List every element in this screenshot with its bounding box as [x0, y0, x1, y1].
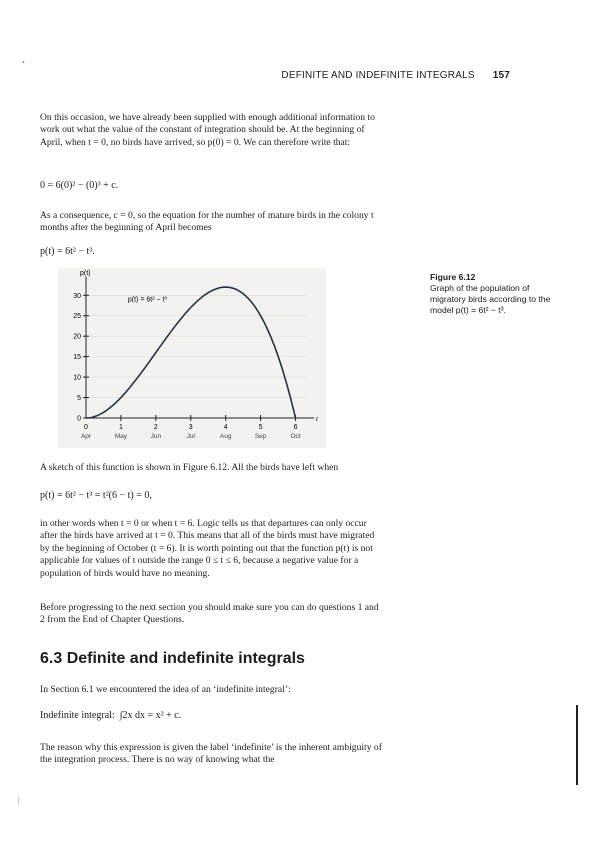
- equation-4-label: Indefinite integral:: [40, 710, 115, 721]
- y-tick-label: 0: [77, 415, 81, 423]
- paragraph-4: in other words when t = 0 or when t = 6. Logic tells us that departures can only occur after the birds have arrived at t = 0. This means that all of the birds must have migrated by the beginning of October (t = 6). It is worth pointing out that the function p(t) is not applicable for values of t outside the range 0 ≤ t ≤ 6, because a negative value for a population of birds would have no meaning.: [40, 518, 375, 579]
- y-tick-label: 25: [73, 313, 81, 321]
- paragraph-5: Before progressing to the next section you should make sure you can do questions 1 and 2 from the End of Chapter Questions.: [40, 602, 379, 626]
- x-tick-label: 2: [153, 424, 158, 431]
- y-tick-label: 15: [73, 354, 81, 362]
- month-label: Oct: [290, 433, 301, 440]
- x-tick-label: 6: [293, 424, 298, 431]
- header-title: DEFINITE AND INDEFINITE INTEGRALS: [281, 70, 475, 81]
- figure-caption: [430, 272, 555, 316]
- paragraph-3: A sketch of this function is shown in Figure 6.12. All the birds have left when: [40, 462, 339, 473]
- margin-mark: •: [22, 58, 25, 67]
- x-axis-label: t: [316, 415, 318, 423]
- equation-2: p(t) = 6t² − t³.: [40, 246, 95, 257]
- running-header: [281, 70, 510, 81]
- month-label: May: [114, 433, 128, 440]
- equation-4: [40, 710, 181, 721]
- x-tick-label: 4: [223, 424, 228, 431]
- month-label: Sep: [254, 433, 267, 440]
- equation-3: p(t) = 6t² − t³ = t²(6 − t) = 0,: [40, 490, 152, 501]
- margin-rule: [576, 705, 578, 785]
- equation-4-expression: ∫2x dx = x² + c.: [119, 710, 182, 721]
- x-tick-label: 5: [258, 424, 263, 431]
- month-label: Jun: [150, 433, 162, 440]
- month-label: Jul: [186, 433, 195, 440]
- paragraph-6: In Section 6.1 we encountered the idea of an ‘indefinite integral’:: [40, 684, 291, 695]
- margin-mark: |: [18, 796, 20, 805]
- x-tick-label: 3: [188, 424, 193, 431]
- paragraph-7: The reason why this expression is given the label ‘indefinite’ is the inherent ambiguity of the integration process. There is no way of knowing what the: [40, 742, 382, 766]
- population-chart: [58, 268, 326, 448]
- month-label: Apr: [80, 433, 92, 440]
- figure-caption-text: Graph of the population of migratory birds according to the model p(t) = 6t² − t³.: [430, 283, 551, 315]
- y-tick-label: 30: [73, 292, 81, 300]
- curve-label: p(t) = 6t² − t³: [127, 296, 167, 304]
- y-tick-label: 10: [73, 374, 81, 382]
- figure-label: Figure 6.12: [430, 272, 476, 282]
- y-tick-label: 5: [77, 395, 81, 403]
- x-tick-label: 0: [84, 424, 88, 431]
- section-heading: 6.3 Definite and indefinite integrals: [40, 650, 305, 667]
- paragraph-1: On this occasion, we have already been supplied with enough additional information to work out what the value of the constant of integration should be. At the beginning of April, when t = 0, no birds have arrived, so p(0) = 0. We can therefore write that:: [40, 112, 375, 148]
- y-tick-label: 20: [73, 333, 81, 341]
- x-tick-label: 1: [118, 424, 123, 431]
- page-number: 157: [492, 70, 510, 81]
- equation-1: 0 = 6(0)² − (0)³ + c.: [40, 180, 119, 191]
- paragraph-2: As a consequence, c = 0, so the equation for the number of mature birds in the colony t months after the beginning of April becomes: [40, 210, 374, 234]
- y-axis-label: p(t): [80, 270, 91, 277]
- month-label: Aug: [219, 433, 232, 440]
